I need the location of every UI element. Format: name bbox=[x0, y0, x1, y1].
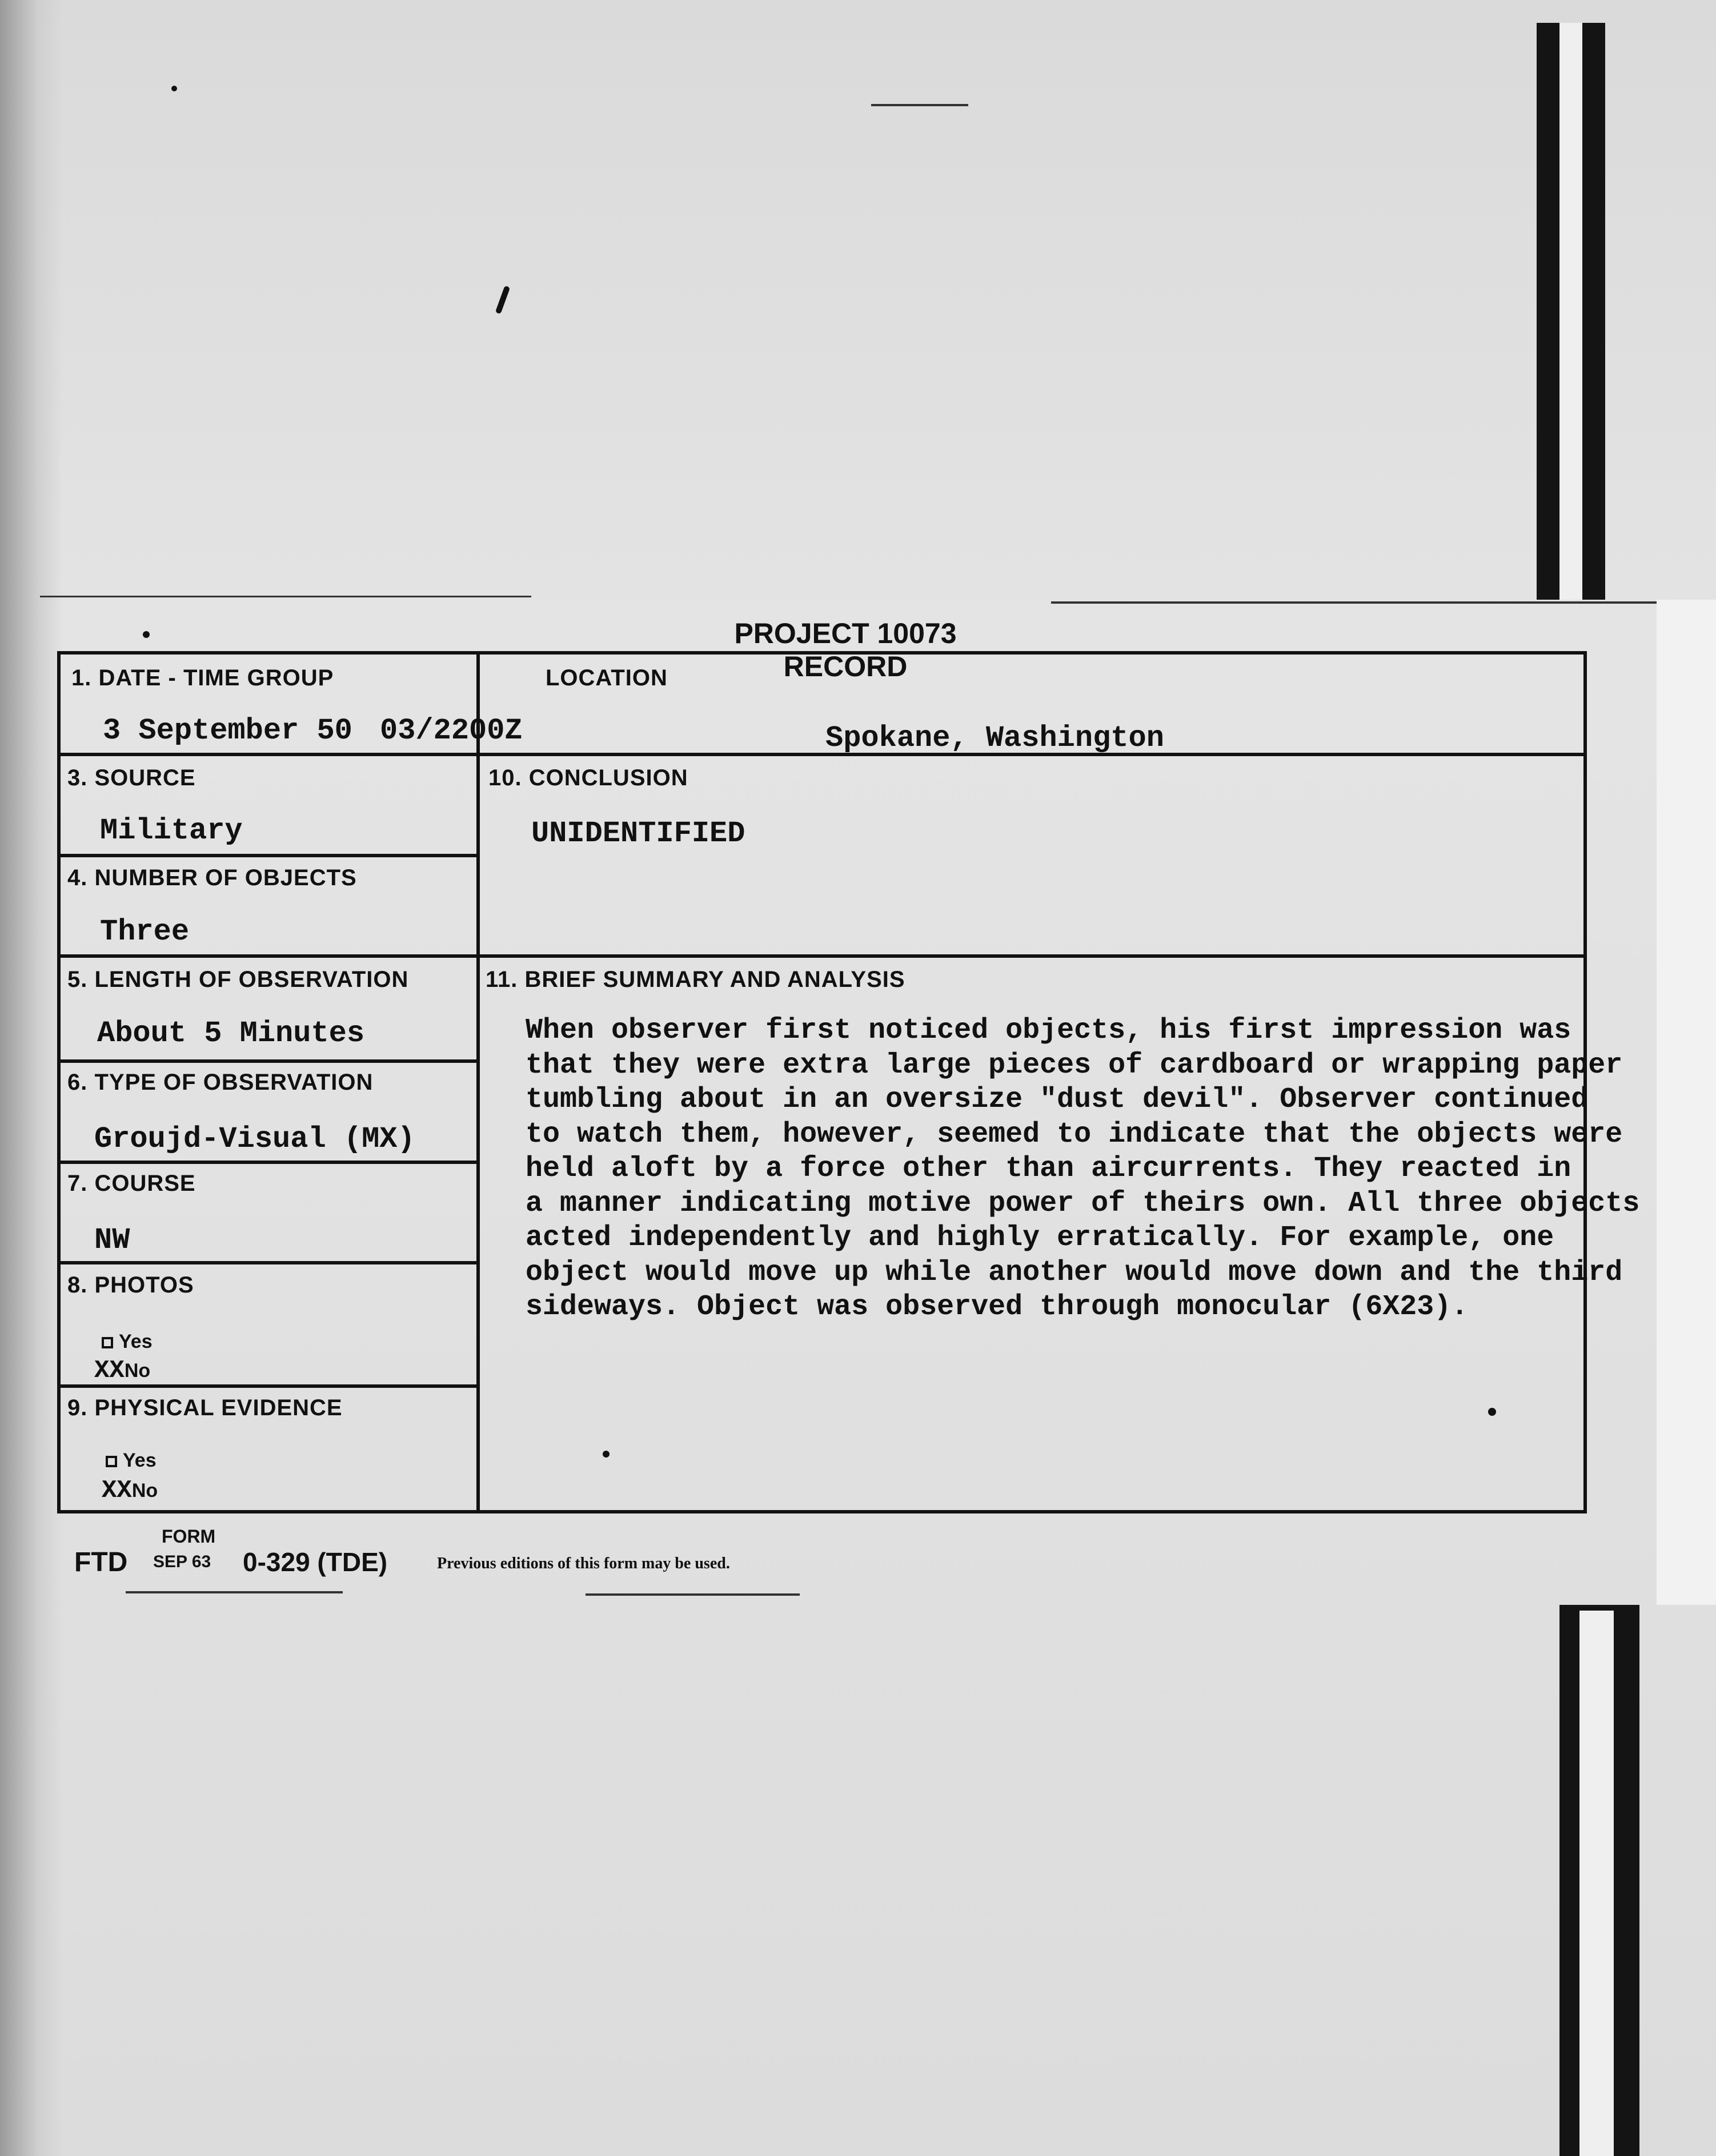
footer-prefix: FTD bbox=[74, 1547, 128, 1577]
evidence-label: 9. PHYSICAL EVIDENCE bbox=[67, 1395, 343, 1420]
course-label: 7. COURSE bbox=[67, 1171, 196, 1196]
num-objects-label: 4. NUMBER OF OBJECTS bbox=[67, 865, 357, 890]
conclusion-label: 10. CONCLUSION bbox=[488, 765, 688, 790]
speck bbox=[143, 631, 150, 638]
type-value: Groujd-Visual (MX) bbox=[94, 1122, 415, 1156]
photos-yes-checkbox bbox=[102, 1337, 113, 1348]
num-objects-value: Three bbox=[100, 915, 190, 949]
stray-rule bbox=[871, 104, 968, 106]
photos-yes-option bbox=[102, 1331, 153, 1353]
summary-label: 11. BRIEF SUMMARY AND ANALYSIS bbox=[486, 967, 905, 992]
stray-rule bbox=[1051, 601, 1657, 604]
length-label: 5. LENGTH OF OBSERVATION bbox=[67, 967, 409, 992]
summary-line: held aloft by a force other than aircurrents. They reacted in bbox=[526, 1153, 1571, 1185]
summary-line: When observer first noticed objects, his first impression was bbox=[526, 1014, 1571, 1047]
speck bbox=[171, 86, 177, 91]
evidence-no-mark: XX bbox=[102, 1476, 132, 1505]
evidence-yes-text: Yes bbox=[123, 1450, 157, 1471]
summary-line: object would move up while another would move down and the third bbox=[526, 1256, 1623, 1289]
row-divider bbox=[57, 1059, 480, 1063]
row-divider bbox=[57, 954, 1587, 958]
footer-note: Previous editions of this form may be used. bbox=[437, 1555, 730, 1572]
paper-edge bbox=[1657, 600, 1716, 1605]
photos-no-option bbox=[94, 1356, 150, 1385]
summary-line: tumbling about in an oversize "dust devil". Observer continued bbox=[526, 1083, 1589, 1116]
footer-form-number: 0-329 (TDE) bbox=[243, 1547, 388, 1577]
summary-line: that they were extra large pieces of cardboard or wrapping paper bbox=[526, 1049, 1623, 1082]
summary-line: sideways. Object was observed through monocular (6X23). bbox=[526, 1291, 1469, 1323]
row-divider bbox=[57, 1161, 480, 1164]
summary-text bbox=[526, 1014, 1645, 1325]
photos-yes-text: Yes bbox=[119, 1331, 153, 1352]
date-value: 3 September 50 bbox=[103, 714, 352, 748]
form-title: PROJECT 10073 RECORD bbox=[734, 617, 957, 682]
source-value: Military bbox=[100, 814, 243, 848]
location-label: LOCATION bbox=[546, 665, 668, 690]
source-label: 3. SOURCE bbox=[67, 765, 196, 790]
row-divider bbox=[57, 1261, 480, 1264]
summary-line: a manner indicating motive power of theirs own. All three objects bbox=[526, 1187, 1640, 1220]
date-time-label: 1. DATE - TIME GROUP bbox=[71, 665, 334, 690]
type-label: 6. TYPE OF OBSERVATION bbox=[67, 1070, 374, 1095]
photos-no-text: No bbox=[124, 1360, 151, 1382]
row-divider bbox=[57, 753, 1587, 756]
binding-gap-top bbox=[1559, 23, 1582, 600]
left-edge-shadow bbox=[0, 0, 63, 2156]
time-value: 03/2200Z bbox=[380, 714, 523, 748]
location-value: Spokane, Washington bbox=[825, 721, 1164, 755]
stray-rule bbox=[40, 596, 531, 597]
row-divider bbox=[57, 854, 480, 857]
photos-label: 8. PHOTOS bbox=[67, 1272, 194, 1298]
summary-line: to watch them, however, seemed to indicate that the objects were bbox=[526, 1118, 1623, 1151]
footer-rule bbox=[126, 1591, 343, 1593]
footer-form-label: FORM bbox=[162, 1526, 216, 1547]
length-value: About 5 Minutes bbox=[97, 1017, 365, 1050]
course-value: NW bbox=[94, 1223, 130, 1257]
evidence-no-text: No bbox=[131, 1480, 158, 1501]
conclusion-value: UNIDENTIFIED bbox=[531, 817, 745, 850]
speck bbox=[495, 286, 510, 314]
photos-no-mark: XX bbox=[94, 1356, 125, 1385]
footer-date-code: SEP 63 bbox=[153, 1552, 211, 1571]
evidence-yes-option bbox=[106, 1450, 157, 1472]
evidence-no-option bbox=[102, 1476, 158, 1505]
evidence-yes-checkbox bbox=[106, 1456, 117, 1467]
summary-line: acted independently and highly erratically. For example, one bbox=[526, 1222, 1554, 1254]
footer-rule bbox=[586, 1593, 800, 1596]
binding-gap-bottom bbox=[1579, 1611, 1614, 2156]
